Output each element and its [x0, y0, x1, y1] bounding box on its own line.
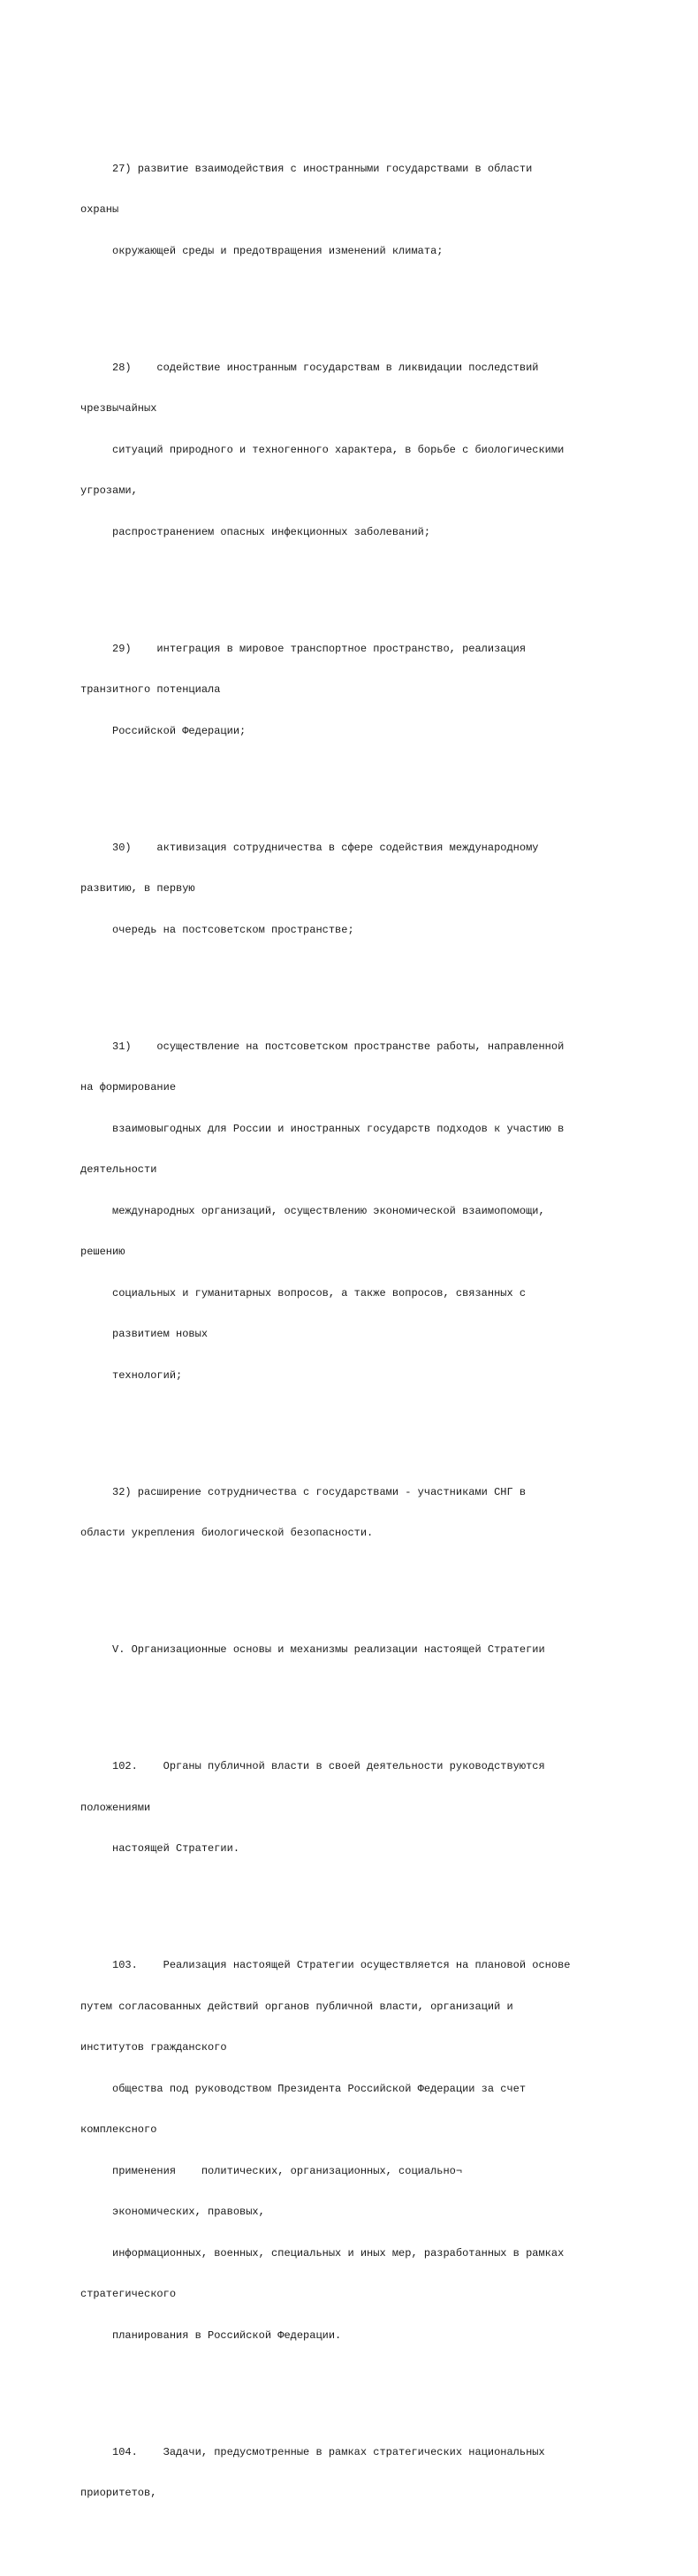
text-line: 102. Органы публичной власти в своей деятельности руководствуются	[80, 1760, 545, 1772]
paragraph-28	[80, 334, 624, 568]
paragraph-32	[80, 1459, 624, 1568]
text-line: 29) интеграция в мировое транспортное пространство, реализация	[80, 642, 527, 655]
paragraph-27	[80, 135, 624, 286]
text-line: планирования в Российской Федерации.	[80, 2328, 342, 2342]
text-line: транзитного потенциала	[80, 683, 221, 696]
text-line: институтов гражданского	[80, 2041, 227, 2054]
paragraph-30	[80, 814, 624, 965]
text-line: 103. Реализация настоящей Стратегии осуществляется на плановой основе	[80, 1959, 571, 1971]
text-line: 31) осуществление на постсоветском пространстве работы, направленной	[80, 1040, 565, 1053]
text-line: 104. Задачи, предусмотренные в рамках стратегических национальных	[80, 2445, 545, 2458]
text-line: охраны	[80, 203, 119, 216]
text-line: окружающей среды и предотвращения изменений климата;	[80, 244, 444, 257]
text-line: путем согласованных действий органов публичной власти, организаций и	[80, 2000, 513, 2013]
text-line: распространением опасных инфекционных заболеваний;	[80, 525, 431, 538]
text-line: решению	[80, 1246, 125, 1258]
text-line: взаимовыгодных для России и иностранных государств подходов к участию в	[80, 1122, 565, 1135]
paragraph-103	[80, 1932, 624, 2370]
text-line: стратегического	[80, 2288, 177, 2300]
paragraph-31	[80, 1013, 624, 1411]
text-line: настоящей Стратегии.	[80, 1842, 240, 1855]
text-line: информационных, военных, специальных и иных мер, разработанных в рамках	[80, 2246, 565, 2260]
document-body	[80, 94, 624, 2576]
text-line: развитию, в первую	[80, 882, 195, 895]
text-line: 30) активизация сотрудничества в сфере содействия международному	[80, 841, 539, 854]
text-line: области укрепления биологической безопасности.	[80, 1527, 374, 1539]
text-line: угрозами,	[80, 484, 138, 497]
paragraph-104	[80, 2419, 624, 2528]
text-line: деятельности	[80, 1163, 157, 1176]
text-line: очередь на постсоветском пространстве;	[80, 923, 354, 936]
paragraph-102	[80, 1733, 624, 1884]
paragraph-29	[80, 615, 624, 766]
text-line: на формирование	[80, 1081, 177, 1094]
text-line: общества под руководством Президента Российской Федерации за счет	[80, 2082, 527, 2095]
text-line: приоритетов,	[80, 2487, 157, 2499]
section-heading: V. Организационные основы и механизмы реализации настоящей Стратегии	[80, 1643, 545, 1656]
text-line: 28) содействие иностранным государствам в ликвидации последствий	[80, 361, 539, 374]
text-line: развитием новых	[80, 1328, 209, 1340]
text-line: 32) расширение сотрудничества с государствами - участниками СНГ в	[80, 1485, 527, 1498]
text-line: технологий;	[80, 1368, 183, 1382]
text-line: международных организаций, осуществлению экономической взаимопомощи,	[80, 1204, 545, 1217]
text-line: применения политических, организационных, социально¬	[80, 2164, 463, 2177]
section-heading-v	[80, 1616, 624, 1685]
text-line: ситуаций природного и техногенного характера, в борьбе с биологическими	[80, 443, 565, 456]
text-line: Российской Федерации;	[80, 724, 247, 737]
text-line: положениями	[80, 1801, 151, 1814]
text-line: чрезвычайных	[80, 402, 157, 415]
text-line: экономических, правовых,	[80, 2206, 265, 2218]
text-line: социальных и гуманитарных вопросов, а также вопросов, связанных с	[80, 1286, 527, 1299]
text-line: комплексного	[80, 2123, 157, 2136]
text-line: 27) развитие взаимодействия с иностранными государствами в области	[80, 162, 533, 175]
